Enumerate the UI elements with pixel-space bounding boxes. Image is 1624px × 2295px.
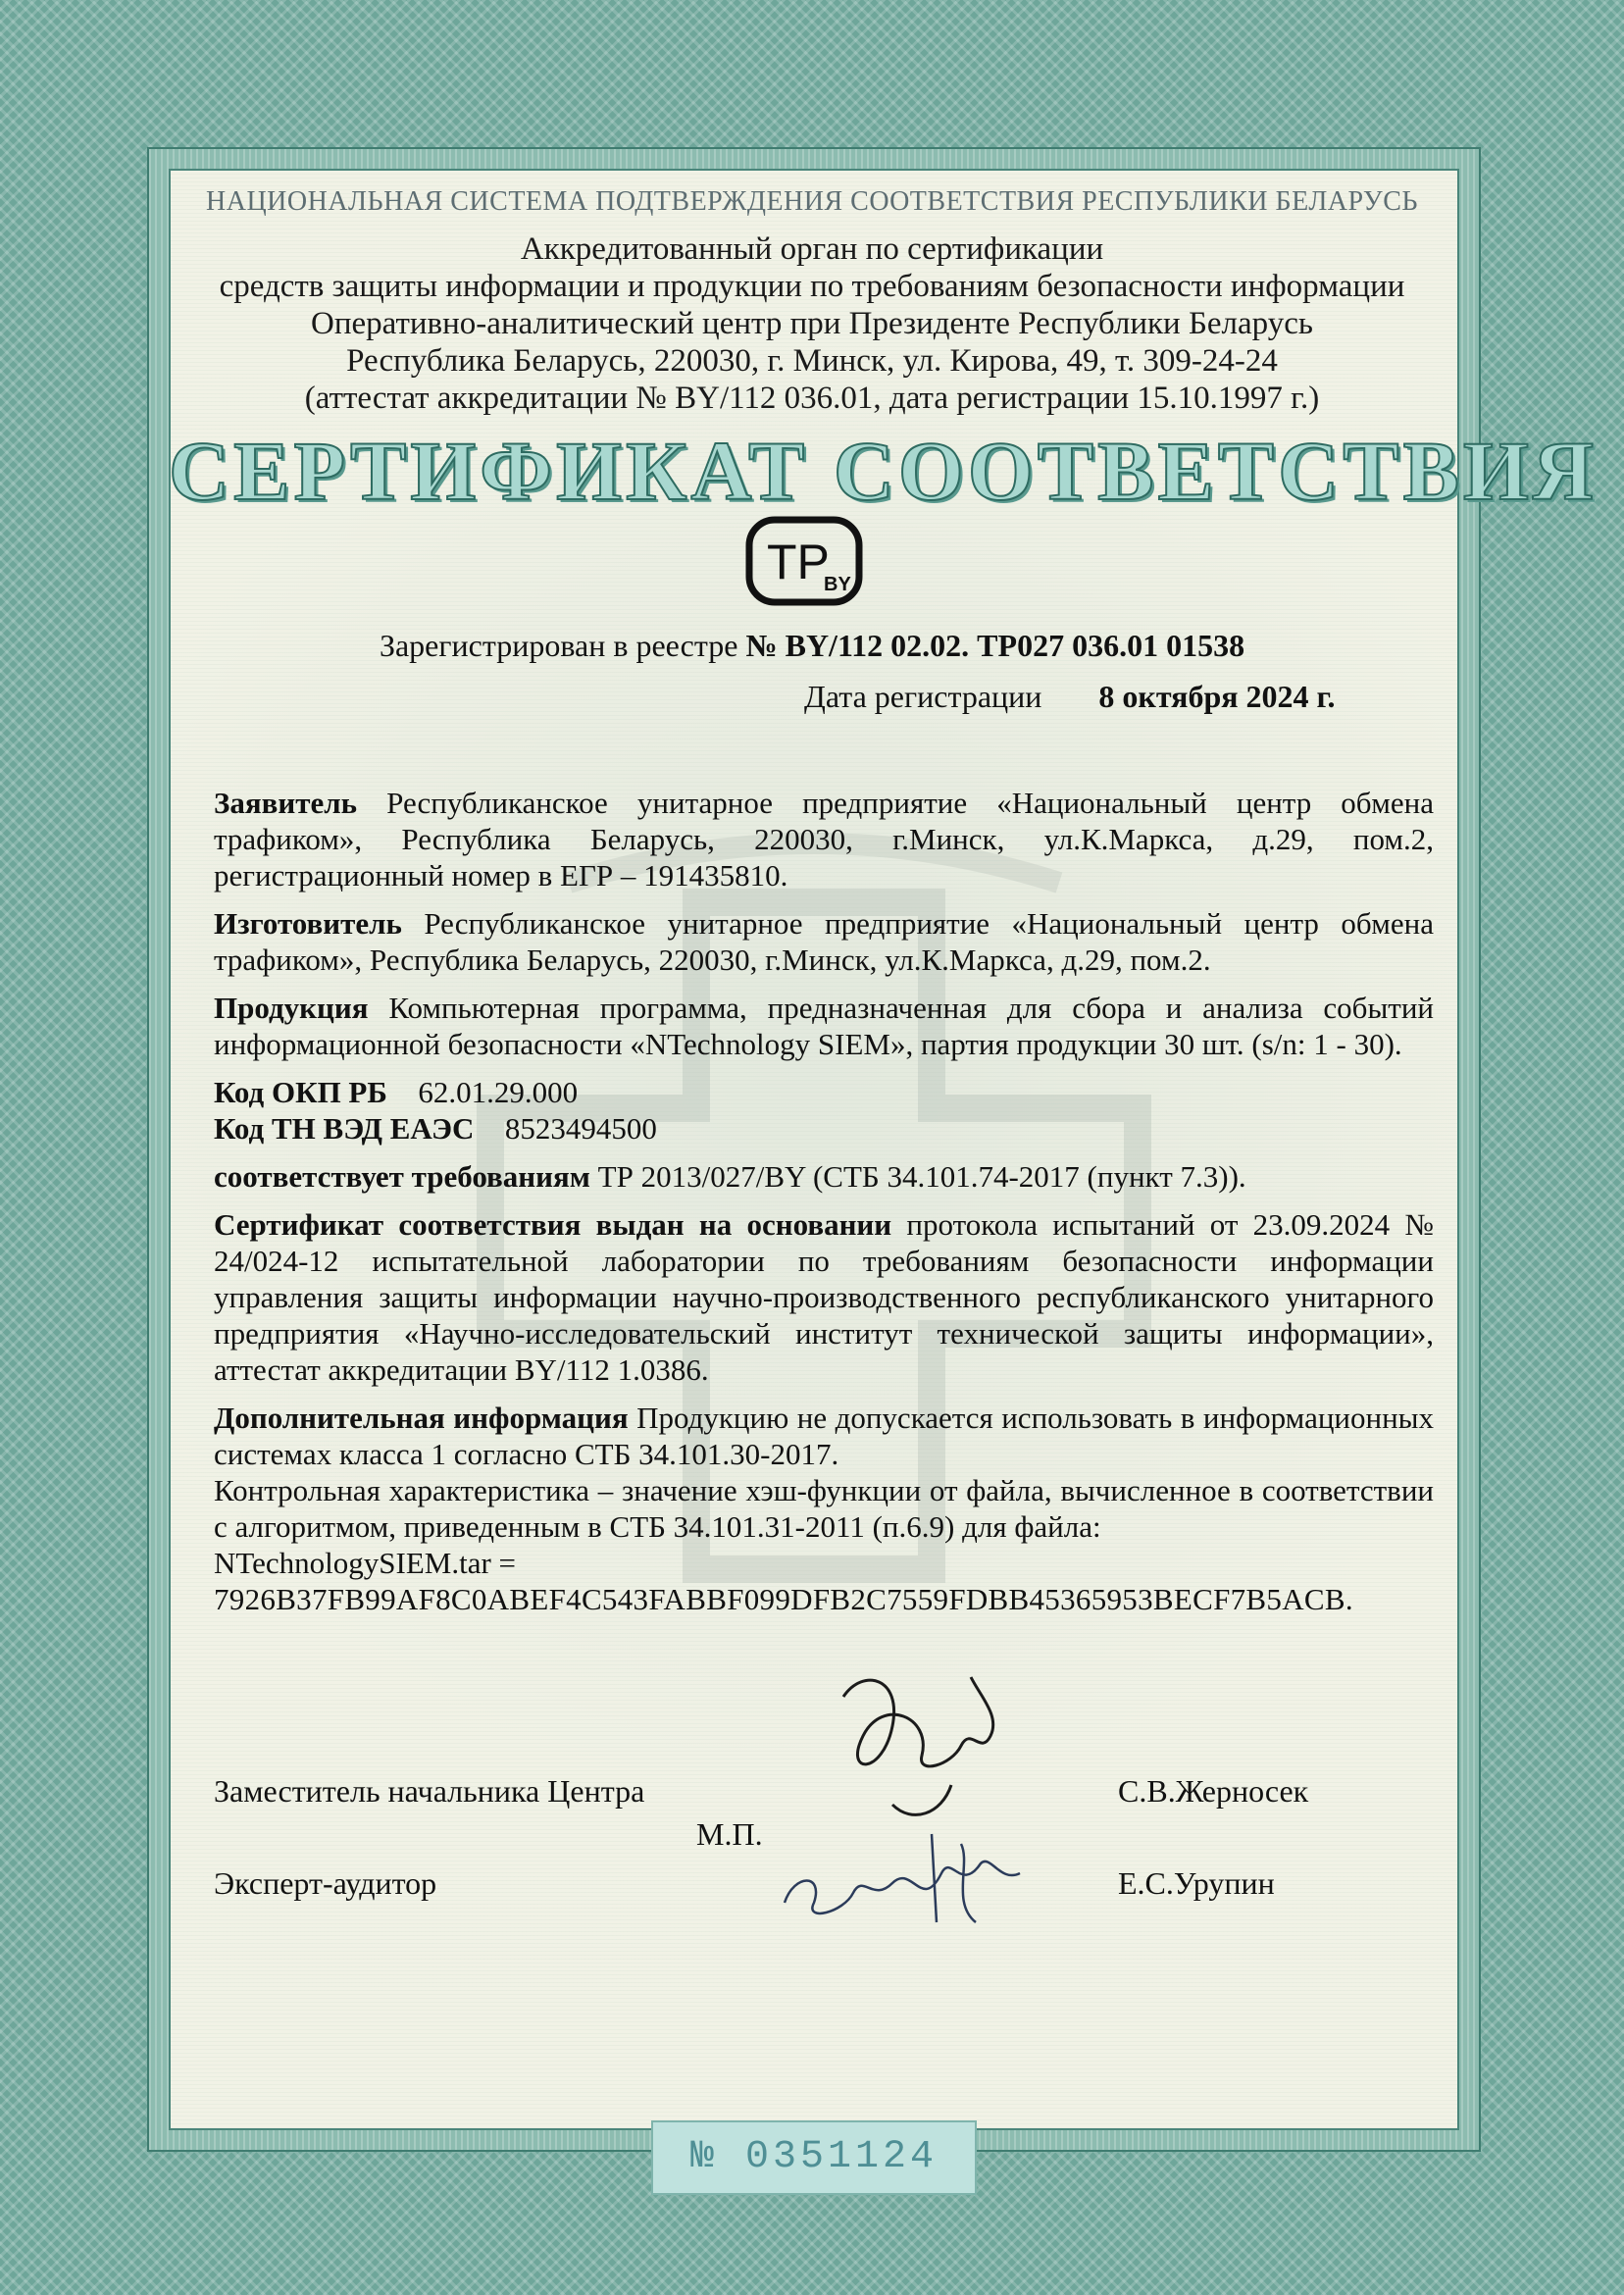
hash-file-line: NTechnologySIEM.tar = (214, 1546, 517, 1580)
registry-line (169, 628, 1455, 664)
tnved-value: 8523494500 (504, 1111, 657, 1146)
product-paragraph (214, 990, 1434, 1062)
product-codes (214, 1074, 1434, 1147)
hash-value: 7926B37FB99AF8C0ABEF4C543FABBF099DFB2C7559FDBB45365953BECF7B5ACB. (214, 1582, 1353, 1616)
mark-main-text: TP (767, 535, 830, 589)
basis-text: протокола испытаний от 23.09.2024 № 24/024-12 испытательной лаборатории по требованиям безопасности информации управления защиты информации научно-производственного республиканского унитарного предприятия «Научно-исследовательский институт технической защиты информации», аттестат аккредитации BY/112 1.0386. (214, 1207, 1434, 1387)
basis-label: Сертификат соответствия выдан на основании (214, 1207, 892, 1242)
applicant-paragraph (214, 785, 1434, 893)
product-text: Компьютерная программа, предназначенная для сбора и анализа событий информационной безопасности «NTechnology SIEM», партия продукции 30 шт. (s/n: 1 - 30). (214, 991, 1435, 1061)
basis-paragraph (214, 1206, 1434, 1388)
conformity-paragraph (214, 1158, 1434, 1195)
okp-value: 62.01.29.000 (418, 1075, 579, 1109)
org-line-4: Республика Беларусь, 220030, г. Минск, ул. Кирова, 49, т. 309-24-24 (346, 343, 1278, 379)
conformity-text: ТР 2013/027/BY (СТБ 34.101.74-2017 (пункт 7.3)). (597, 1159, 1246, 1194)
expert-name: Е.С.Урупин (1118, 1865, 1275, 1901)
conformity-label: соответствует требованиям (214, 1159, 590, 1194)
applicant-text: Республиканское унитарное предприятие «Национальный центр обмена трафиком», Республика Беларусь, 220030, г.Минск, ул.К.Маркса, д.29, пом.2, регистрационный номер в ЕГР – 191435810. (214, 786, 1435, 892)
manufacturer-text: Республиканское унитарное предприятие «Национальный центр обмена трафиком», Республика Беларусь, 220030, г.Минск, ул.К.Маркса, д.29, пом.2. (214, 906, 1435, 977)
certificate-title: СЕРТИФИКАТ СООТВЕТСТВИЯ (169, 424, 1598, 518)
additional-info-paragraph (214, 1400, 1434, 1472)
certificate-body (214, 785, 1434, 1617)
tnved-code-row (214, 1110, 1434, 1147)
applicant-label: Заявитель (214, 786, 358, 820)
registry-label: Зарегистрирован в реестре (379, 628, 738, 663)
registration-date: 8 октября 2024 г. (1098, 679, 1336, 714)
manufacturer-paragraph (214, 905, 1434, 978)
serial-number-value: 0351124 (745, 2135, 939, 2179)
okp-code-row (214, 1074, 1434, 1110)
expert-title: Эксперт-аудитор (214, 1865, 437, 1901)
additional-info-label: Дополнительная информация (214, 1401, 629, 1435)
additional-info-text: Продукцию не допускается использовать в информационных системах класса 1 согласно СТБ 34.101.30-2017. (214, 1401, 1435, 1471)
manufacturer-label: Изготовитель (214, 906, 402, 941)
tnved-label: Код ТН ВЭД ЕАЭС (214, 1111, 475, 1146)
serial-number-label: № (689, 2135, 718, 2179)
serial-number-box (651, 2120, 977, 2195)
registry-number: № BY/112 02.02. ТР027 036.01 01538 (745, 628, 1245, 663)
expert-signature (765, 1814, 1040, 1942)
registration-date-line (804, 679, 1335, 715)
deputy-title: Заместитель начальника Центра (214, 1773, 645, 1809)
hash-intro: Контрольная характеристика – значение хэш-функции от файла, вычисленное в соответствии с алгоритмом, приведенным в СТБ 34.101.31-2011 (п.6.9) для файла: (214, 1473, 1434, 1544)
okp-label: Код ОКП РБ (214, 1075, 387, 1109)
registration-date-label: Дата регистрации (804, 679, 1042, 714)
product-label: Продукция (214, 991, 369, 1025)
national-system-heading: НАЦИОНАЛЬНАЯ СИСТЕМА ПОДТВЕРЖДЕНИЯ СООТВЕТСТВИЯ РЕСПУБЛИКИ БЕЛАРУСЬ (206, 186, 1418, 217)
org-line-5: (аттестат аккредитации № BY/112 036.01, дата регистрации 15.10.1997 г.) (304, 381, 1320, 416)
mark-sub-text: BY (824, 574, 851, 595)
org-line-2: средств защиты информации и продукции по требованиям безопасности информации (219, 269, 1405, 304)
deputy-name: С.В.Жерносек (1118, 1773, 1309, 1809)
org-line-3: Оперативно-аналитический центр при Президенте Республики Беларусь (311, 306, 1313, 341)
org-line-1: Аккредитованный орган по сертификации (520, 231, 1104, 267)
seal-place-label: М.П. (696, 1816, 763, 1852)
tr-by-conformity-mark (745, 516, 863, 606)
serial-number (653, 2122, 975, 2193)
